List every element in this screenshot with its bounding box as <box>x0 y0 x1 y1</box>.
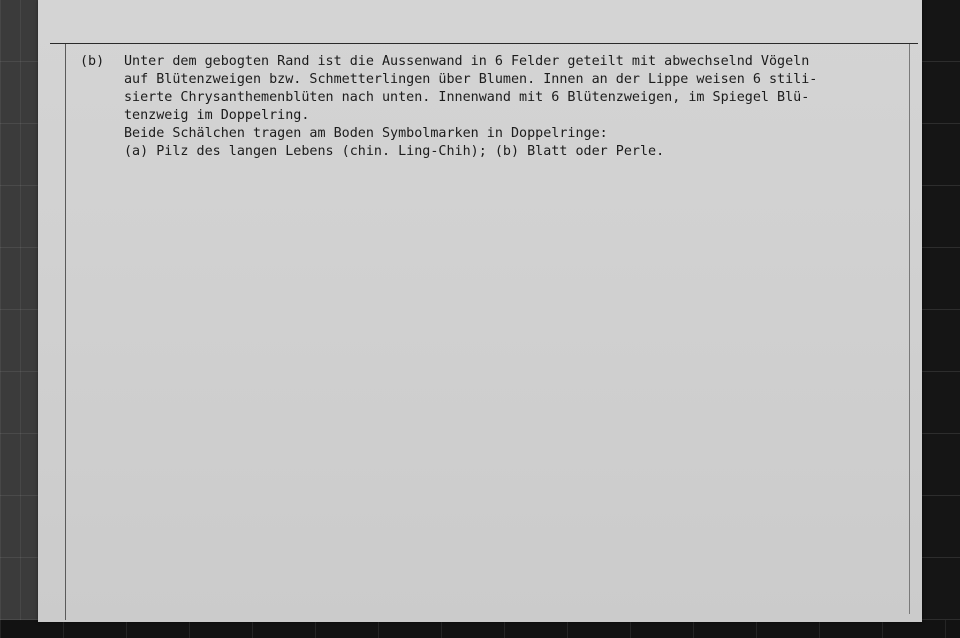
text-line: tenzweig im Doppelring. <box>124 108 310 123</box>
card-left-margin-rule <box>65 44 66 620</box>
text-line: (a) Pilz des langen Lebens (chin. Ling-Chih); (b) Blatt oder Perle. <box>124 144 665 159</box>
left-grid-backing <box>0 0 38 638</box>
card-text <box>80 53 910 161</box>
card-top-rule <box>50 43 918 44</box>
paragraph-b <box>80 53 910 161</box>
bottom-grid-backing <box>0 620 960 638</box>
text-line: Beide Schälchen tragen am Boden Symbolmarken in Doppelringe: <box>124 126 608 141</box>
text-line: auf Blütenzweigen bzw. Schmetterlingen über Blumen. Innen an der Lippe weisen 6 stili- <box>124 72 818 87</box>
paragraph-marker: (b) <box>80 54 105 69</box>
text-line: sierte Chrysanthemenblüten nach unten. Innenwand mit 6 Blütenzweigen, im Spiegel Blü- <box>124 90 810 105</box>
right-grid-backing <box>922 0 960 638</box>
text-line: Unter dem gebogten Rand ist die Aussenwand in 6 Felder geteilt mit abwechselnd Vögeln <box>124 54 810 69</box>
index-card <box>38 0 922 622</box>
paragraph-lines <box>124 53 910 161</box>
